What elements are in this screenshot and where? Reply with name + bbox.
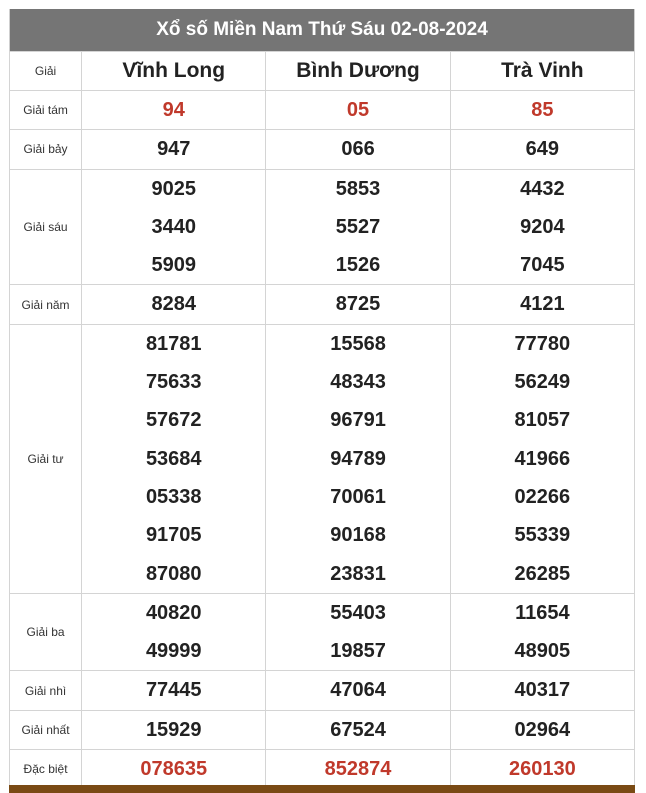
prize-number: 57672 (145, 409, 202, 432)
prize-number: 91705 (145, 524, 202, 547)
prize-row (10, 285, 635, 324)
prize-number: 05 (346, 99, 370, 121)
prize-number: 02266 (514, 485, 571, 508)
prize-label: Giải nhất (10, 710, 82, 749)
prize-number: 05338 (145, 485, 202, 508)
prize-label: Giải nhì (10, 671, 82, 710)
prize-cell (450, 91, 634, 130)
prize-number: 48905 (514, 640, 571, 663)
prize-cell (266, 91, 450, 130)
prize-cell (266, 169, 450, 285)
prize-number: 4432 (520, 177, 565, 200)
prize-number: 1526 (335, 254, 381, 277)
prize-number: 3440 (151, 215, 196, 238)
prize-cell (450, 169, 634, 285)
province-vinh-long[interactable]: Vĩnh Long (82, 52, 266, 91)
prize-number: 96791 (330, 409, 386, 432)
prize-number: 87080 (145, 562, 202, 585)
prize-cell (450, 671, 634, 710)
prize-number: 4121 (520, 293, 565, 316)
prize-cell (266, 710, 450, 749)
prize-number: 94 (162, 99, 185, 121)
prize-column-header: Giải (10, 52, 82, 91)
prize-cell (450, 285, 634, 324)
results-table (9, 51, 635, 789)
prize-number: 81781 (145, 332, 202, 355)
prize-cell (82, 710, 266, 749)
prize-number: 078635 (140, 758, 208, 781)
prize-row (10, 324, 635, 593)
prize-number: 40820 (145, 601, 202, 624)
prize-number: 23831 (330, 562, 386, 585)
prize-cell (266, 671, 450, 710)
prize-number: 7045 (520, 254, 565, 277)
prize-number: 94789 (330, 447, 386, 470)
prize-number: 15929 (145, 718, 202, 741)
prize-number: 5527 (335, 215, 381, 238)
prize-number: 41966 (514, 447, 571, 470)
prize-row (10, 91, 635, 130)
prize-label: Giải sáu (10, 169, 82, 285)
prize-cell (450, 710, 634, 749)
prize-cell (266, 285, 450, 324)
province-tra-vinh[interactable]: Trà Vinh (450, 52, 634, 91)
prize-number: 70061 (330, 485, 386, 508)
prize-cell (82, 324, 266, 593)
prize-number: 8284 (151, 293, 196, 316)
prize-number: 260130 (508, 758, 576, 781)
prize-number: 8725 (335, 293, 381, 316)
prize-number: 55339 (514, 524, 571, 547)
prize-cell (266, 593, 450, 671)
footer-bar (9, 785, 635, 793)
prize-number: 53684 (145, 447, 202, 470)
prize-number: 649 (525, 138, 560, 161)
prize-cell (450, 130, 634, 169)
page-title: Xổ số Miền Nam Thứ Sáu 02-08-2024 (9, 9, 635, 51)
prize-cell (266, 750, 450, 789)
prize-number: 5909 (151, 254, 196, 277)
prize-label: Giải năm (10, 285, 82, 324)
prize-cell (82, 671, 266, 710)
prize-number: 26285 (514, 562, 571, 585)
results-container (9, 9, 635, 789)
prize-row (10, 671, 635, 710)
prize-cell (266, 130, 450, 169)
prize-number: 49999 (145, 640, 202, 663)
prize-number: 9025 (151, 177, 196, 200)
prize-label: Giải tám (10, 91, 82, 130)
prize-number: 19857 (330, 640, 386, 663)
prize-number: 40317 (514, 679, 571, 702)
prize-number: 55403 (330, 601, 386, 624)
prize-number: 90168 (330, 524, 386, 547)
prize-number: 77780 (514, 332, 571, 355)
province-binh-duong[interactable]: Bình Dương (266, 52, 450, 91)
prize-number: 02964 (514, 718, 571, 741)
prize-number: 066 (341, 138, 375, 161)
prize-number: 67524 (330, 718, 386, 741)
prize-cell (450, 750, 634, 789)
prize-number: 947 (157, 138, 191, 161)
prize-row (10, 169, 635, 285)
prize-number: 56249 (514, 371, 571, 394)
prize-cell (82, 593, 266, 671)
prize-label: Đặc biệt (10, 750, 82, 789)
prize-label: Giải tư (10, 324, 82, 593)
prize-rows (10, 91, 635, 789)
prize-number: 47064 (330, 679, 386, 702)
prize-row (10, 593, 635, 671)
prize-cell (450, 593, 634, 671)
prize-cell (82, 750, 266, 789)
prize-cell (82, 285, 266, 324)
header-row (10, 52, 635, 91)
prize-row (10, 710, 635, 749)
prize-number: 85 (531, 99, 554, 121)
prize-row (10, 750, 635, 789)
prize-cell (82, 169, 266, 285)
prize-cell (450, 324, 634, 593)
prize-label: Giải ba (10, 593, 82, 671)
prize-row (10, 130, 635, 169)
prize-number: 852874 (324, 758, 392, 781)
prize-number: 77445 (145, 679, 202, 702)
prize-number: 9204 (520, 215, 565, 238)
prize-label: Giải bảy (10, 130, 82, 169)
prize-number: 5853 (335, 177, 381, 200)
prize-number: 11654 (515, 601, 570, 624)
prize-number: 81057 (514, 409, 571, 432)
prize-cell (82, 91, 266, 130)
prize-cell (266, 324, 450, 593)
prize-number: 15568 (330, 332, 386, 355)
prize-number: 75633 (145, 371, 202, 394)
prize-number: 48343 (330, 371, 386, 394)
prize-cell (82, 130, 266, 169)
